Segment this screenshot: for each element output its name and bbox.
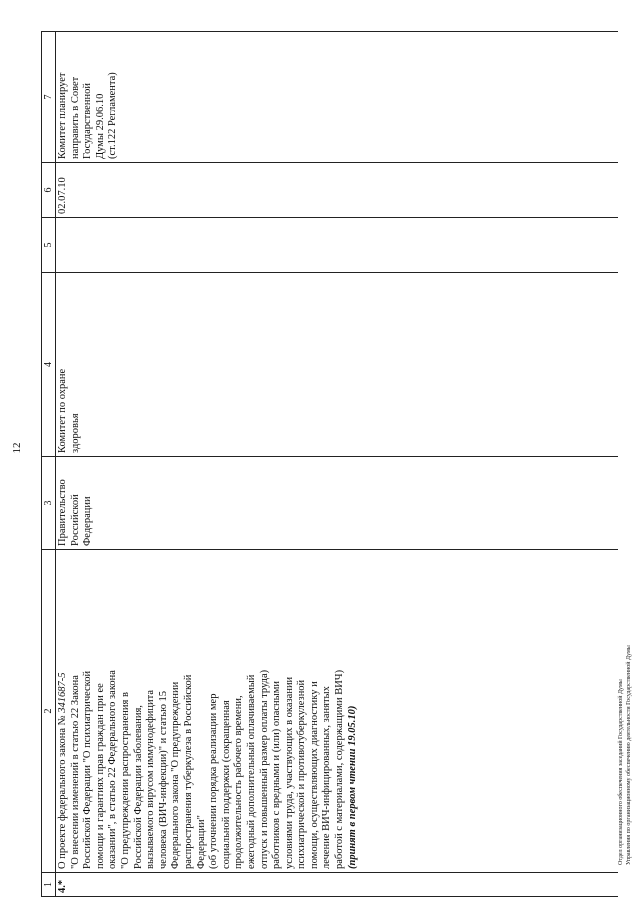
description-line: (об уточнении порядка реализации мер	[208, 693, 220, 869]
description-line: "О внесении изменений в статью 22 Закона	[69, 675, 81, 869]
description-line: "О предупреждении распространения в	[119, 692, 131, 869]
description-line: Российской Федерации заболевания,	[132, 705, 144, 869]
column-5-cell	[56, 218, 619, 273]
committee-line: Комитет по охране	[57, 368, 68, 453]
author-line: Российской	[69, 494, 81, 546]
date-cell	[56, 163, 619, 218]
column-header-4: 4	[42, 273, 56, 457]
description-line: работой с материалами, содержащими ВИЧ)	[334, 669, 346, 869]
description-line: Российской Федерации "О психиатрической	[82, 670, 94, 869]
bill-title-prefix: О проекте федерального закона №	[57, 712, 68, 869]
description-line: помощи, осуществляющих диагностику и	[308, 681, 320, 869]
plan-cell	[56, 32, 619, 163]
description-line: продолжительность рабочего времени,	[233, 695, 245, 869]
row-number: 4.*	[57, 879, 68, 893]
plan-line: Комитет планирует	[57, 72, 68, 159]
description-line: социальной поддержки (сокращенная	[220, 700, 232, 869]
column-header-6: 6	[42, 163, 56, 218]
bill-description-cell	[56, 550, 619, 873]
plan-line: Государственной	[82, 83, 94, 159]
committee-line: здоровья	[69, 413, 81, 453]
table-header-row	[42, 32, 56, 897]
column-header-5: 5	[42, 218, 56, 273]
plan-line: направить в Совет	[69, 76, 81, 159]
description-line: отпуск и повышенный размер оплаты труда)	[258, 669, 270, 869]
table-row	[56, 32, 619, 897]
description-line: Федерального закона "О предупреждении	[170, 681, 182, 869]
column-header-2: 2	[42, 550, 56, 873]
page-number: 12	[11, 442, 23, 454]
footer-directorate: Управления по организационному обеспечению деятельности Государственной Думы	[626, 645, 632, 865]
committee-cell	[56, 273, 619, 457]
description-line: Федерации"	[195, 815, 207, 869]
column-header-3: 3	[42, 457, 56, 550]
description-line: человека (ВИЧ-инфекции)" и статью 15	[157, 690, 169, 869]
date-value: 02.07.10	[57, 177, 68, 214]
description-line: распространения туберкулеза в Российской	[182, 674, 194, 869]
description-line: помощи и гарантиях прав граждан при ее	[94, 683, 106, 869]
bill-number: 341687-5	[57, 672, 68, 713]
bill-title	[57, 553, 70, 869]
schedule-table	[41, 31, 618, 897]
plan-line: (ст.122 Регламента)	[107, 72, 119, 159]
status-note: (принят в первом чтении 19.05.10)	[346, 705, 358, 869]
column-header-7: 7	[42, 32, 56, 163]
description-line: условиями труда, участвующих в оказании	[283, 676, 295, 869]
author-cell	[56, 457, 619, 550]
description-line: оказании", в статью 22 Федерального закона	[107, 670, 119, 869]
row-number-cell	[56, 873, 619, 897]
description-line: работников с вредными и (или) опасными	[271, 681, 283, 869]
author-line: Правительство	[57, 479, 68, 546]
description-line: психиатрической и противотуберкулезной	[296, 679, 308, 869]
footer-department: Отдел организационного обеспечения заседаний Государственной Думы	[618, 679, 624, 865]
description-line: ежегодный дополнительный оплачиваемый	[245, 674, 257, 869]
column-header-1: 1	[42, 873, 56, 897]
author-line: Федерации	[82, 496, 94, 546]
description-line: лечение ВИЧ-инфицированных, занятых	[321, 686, 333, 869]
plan-line: Думы 29.06.10	[94, 93, 106, 159]
description-line: вызываемого вирусом иммунодефицита	[145, 690, 157, 869]
